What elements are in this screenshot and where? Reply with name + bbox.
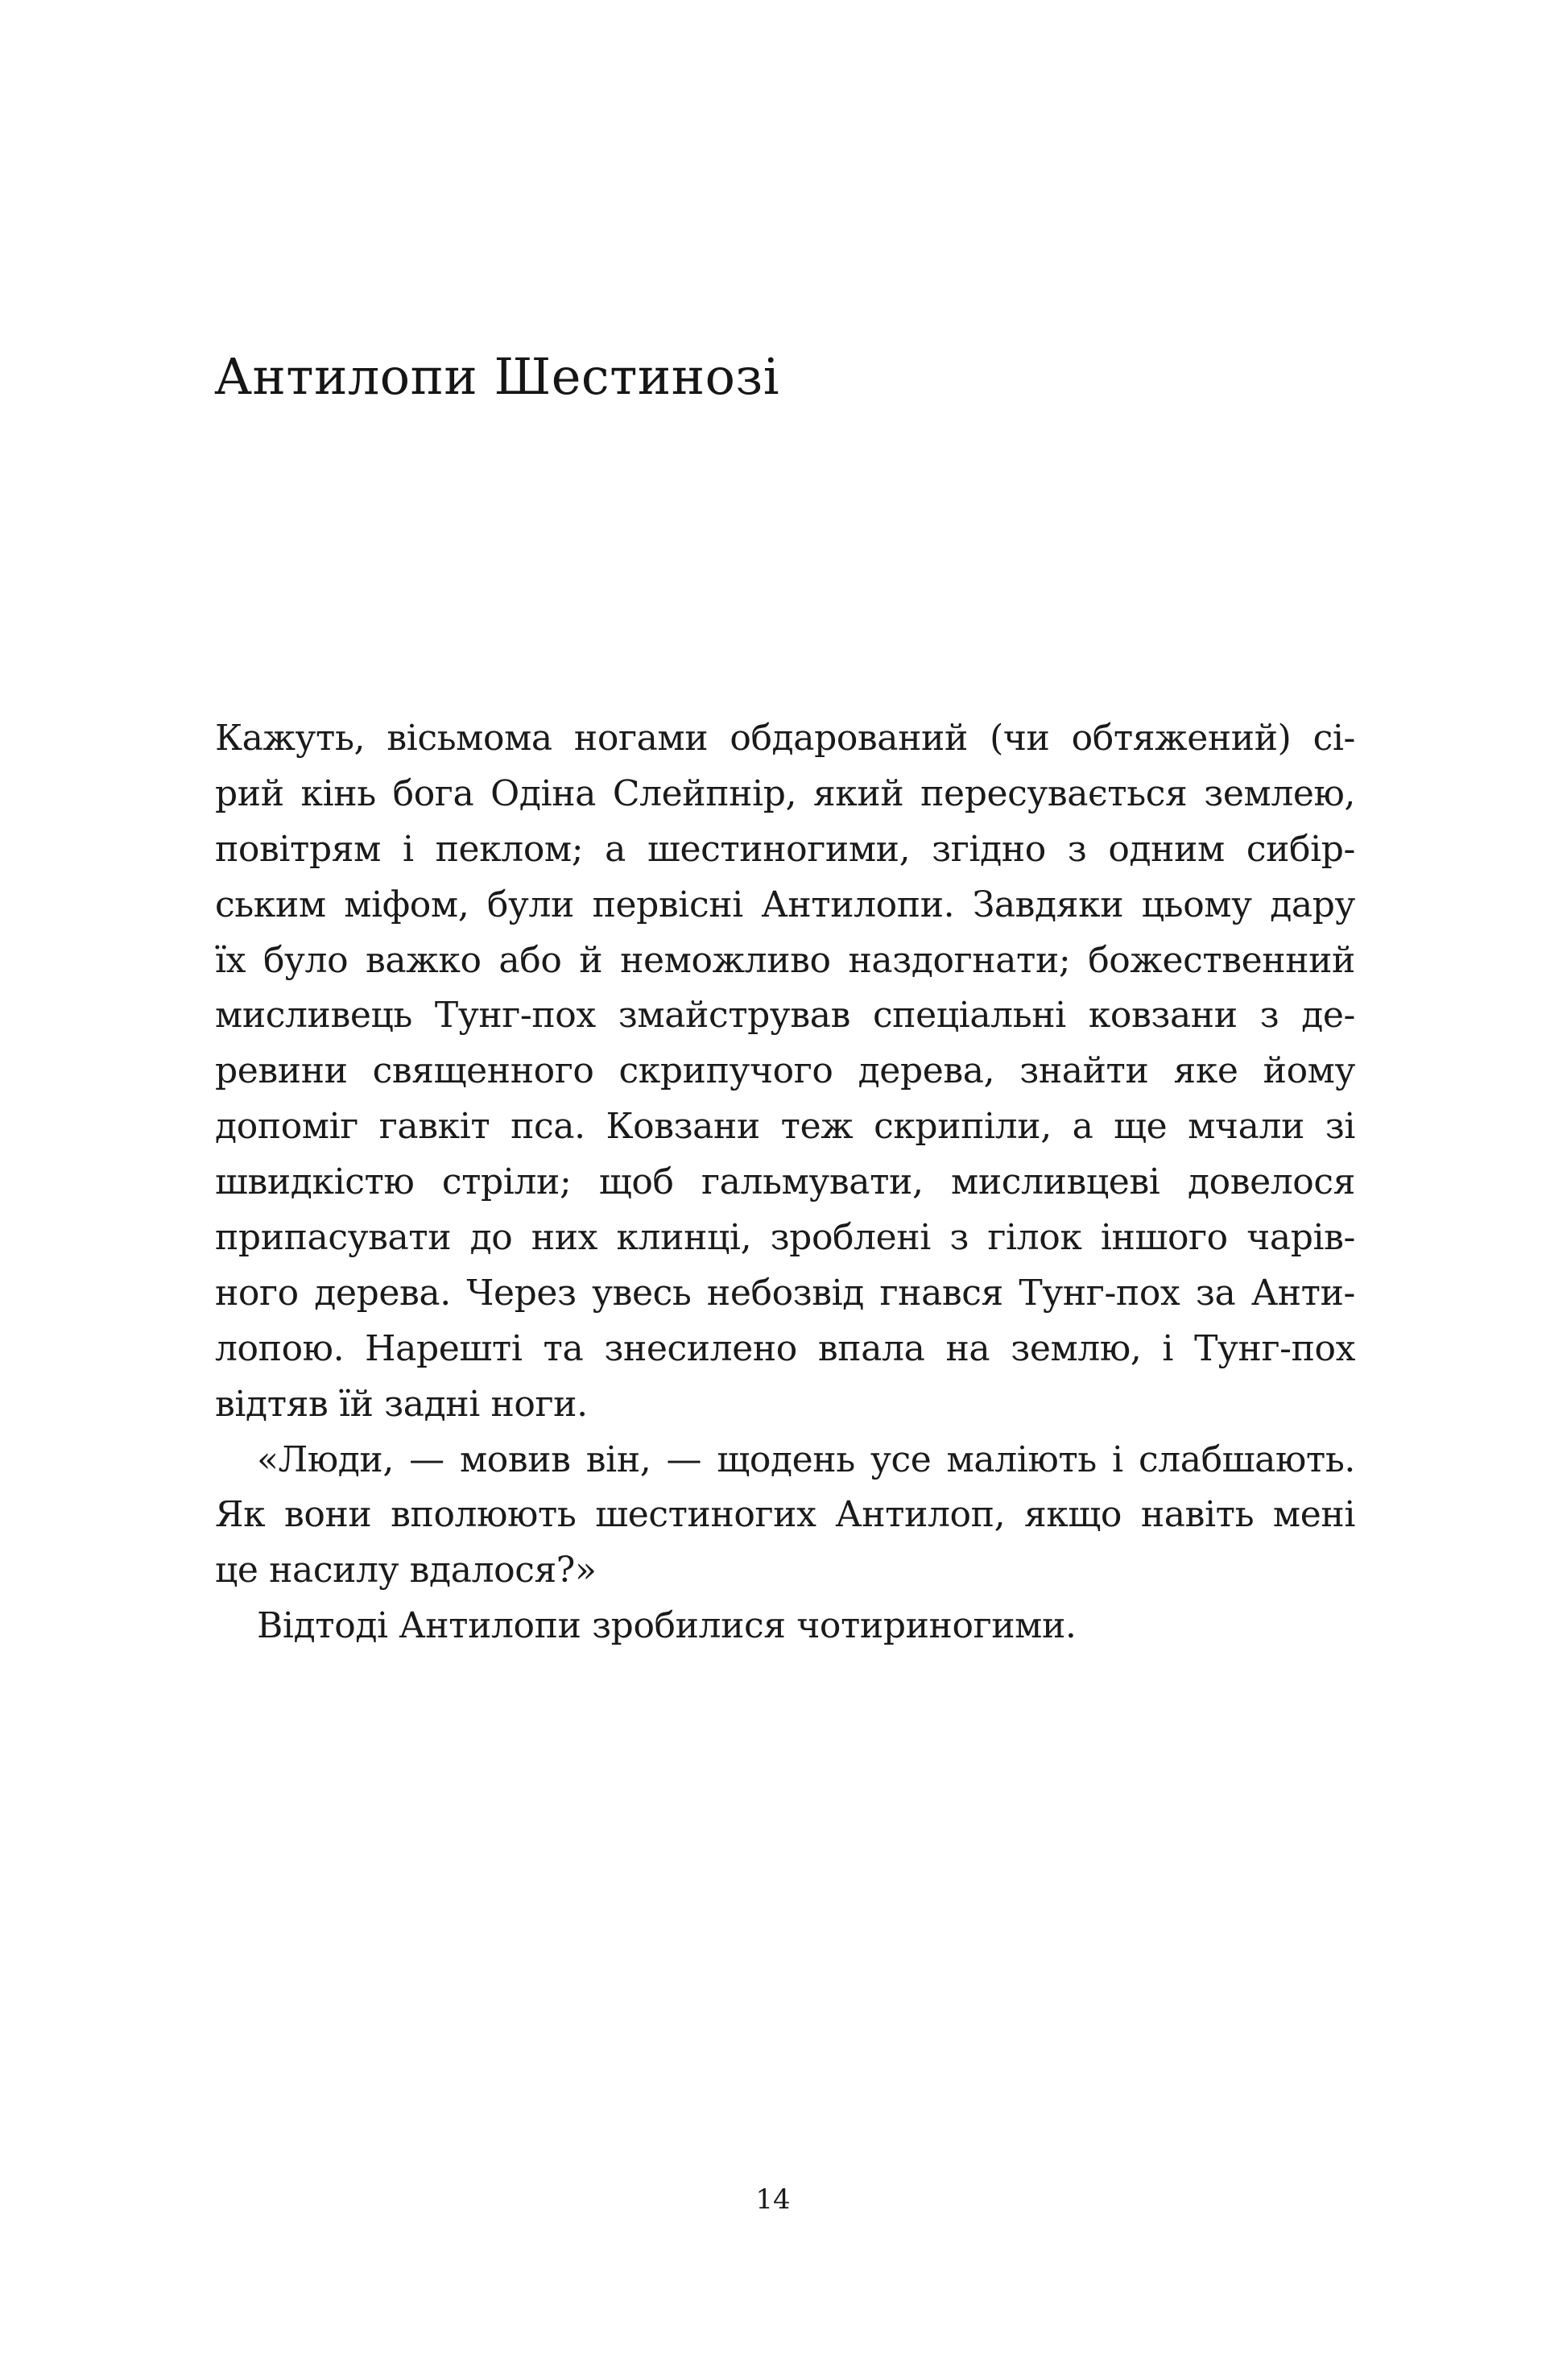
text-line: припасувати до них клинці, зроблені з гілок іншого чарів- xyxy=(215,1217,1355,1259)
text-line: Як вони вполюють шестиногих Антилоп, якщо навіть мені xyxy=(215,1494,1355,1536)
chapter-title: Антилопи Шестинозі xyxy=(214,347,780,406)
text-line: це насилу вдалося?» xyxy=(215,1550,597,1591)
text-line: «Люди, — мовив він, — щодень усе маліють і слабшають. xyxy=(257,1438,1355,1480)
text-line: повітрям і пеклом; а шестиногими, згідно з одним сибір- xyxy=(215,828,1355,870)
text-line: допоміг гавкіт пса. Ковзани теж скрипіли, а ще мчали зі xyxy=(215,1106,1355,1148)
text-line: ським міфом, були первісні Антилопи. Завдяки цьому дару xyxy=(215,884,1355,925)
text-line: швидкістю стріли; щоб гальмувати, мисливцеві довелося xyxy=(215,1161,1355,1203)
text-line: ного дерева. Через увесь небозвід гнався Тунг-пох за Анти- xyxy=(215,1272,1355,1314)
text-line: відтяв їй задні ноги. xyxy=(215,1383,588,1425)
text-line: ревини священного скрипучого дерева, знайти яке йому xyxy=(215,1050,1355,1092)
body-text xyxy=(215,711,1355,1654)
paragraph xyxy=(215,711,1355,1433)
text-line: мисливець Тунг-пох змайстрував спеціальні ковзани з де- xyxy=(215,995,1355,1037)
text-line: рий кінь бога Одіна Слейпнір, який пересувається землею, xyxy=(215,772,1355,814)
paragraph xyxy=(215,1433,1355,1600)
page-number: 14 xyxy=(755,2183,791,2216)
text-line: Кажуть, вісьмома ногами обдарований (чи обтяжений) сі- xyxy=(215,718,1355,759)
text-line: лопою. Нарешті та знесилено впала на землю, і Тунг-пох xyxy=(215,1327,1355,1369)
paragraph xyxy=(215,1599,1355,1654)
text-line: їх було важко або й неможливо наздогнати; божественний xyxy=(215,939,1355,981)
text-line: Відтоді Антилопи зробилися чотириногими. xyxy=(257,1605,1077,1647)
